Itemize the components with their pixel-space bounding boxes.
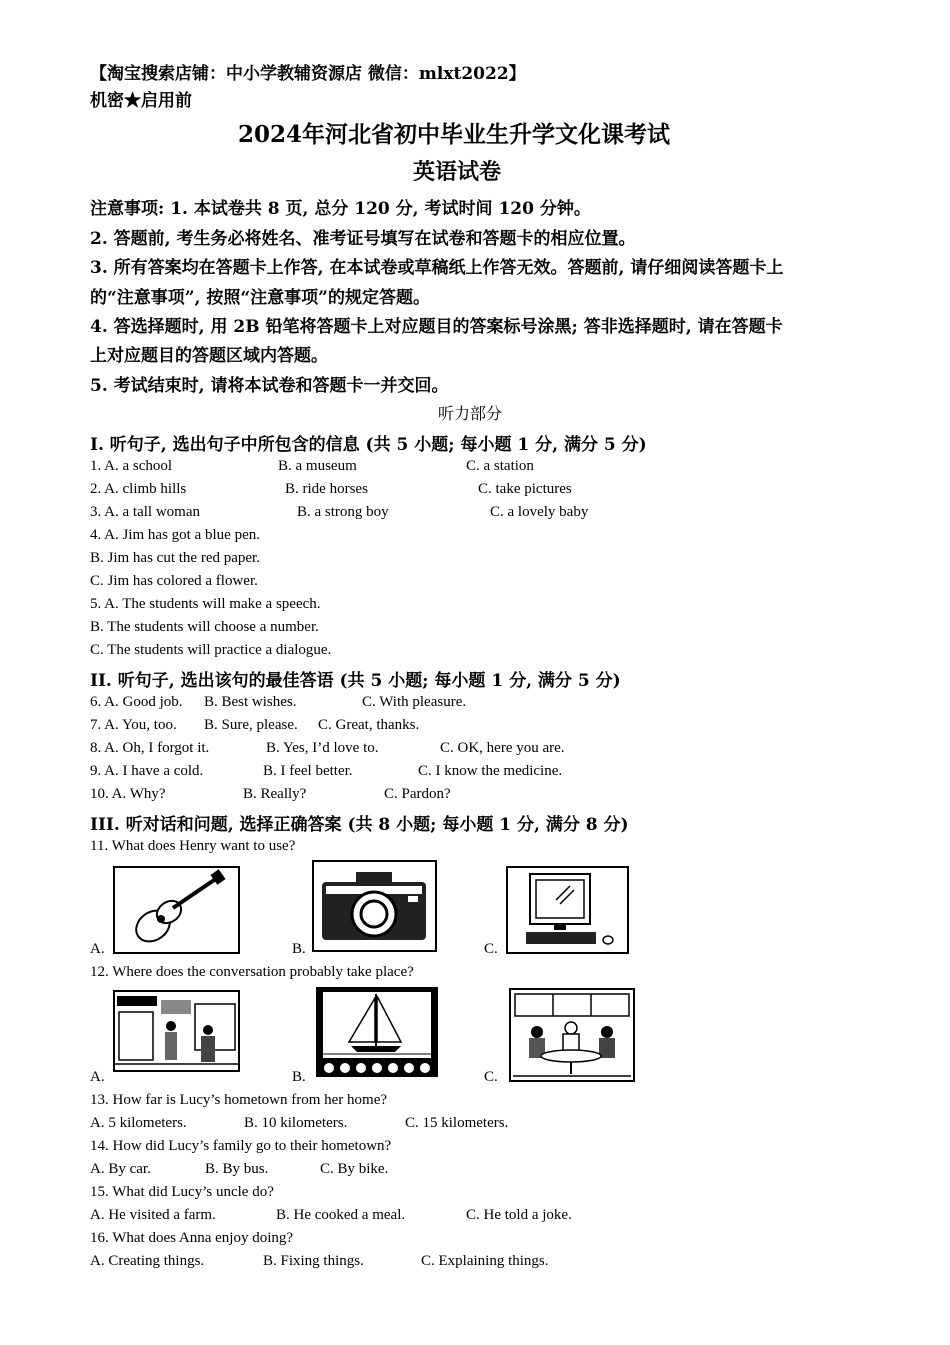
shop-picture	[113, 990, 240, 1072]
q16-option-b: B. Fixing things.	[263, 1253, 364, 1269]
q8-option-b: B. Yes, I’d love to.	[266, 740, 379, 756]
part2-heading: II. 听句子, 选出该句的最佳答语 (共 5 小题; 每小题 1 分, 满分 5 分)	[90, 671, 621, 691]
page-title: 2024年河北省初中毕业生升学文化课考试	[238, 121, 671, 148]
q4-option-c: C. Jim has colored a flower.	[90, 573, 258, 589]
q12-question: 12. Where does the conversation probably take place?	[90, 964, 414, 980]
q10-option-b: B. Really?	[243, 786, 307, 802]
q5-option-a: 5. A. The students will make a speech.	[90, 596, 321, 612]
q4-option-a: 4. A. Jim has got a blue pen.	[90, 527, 260, 543]
q4-option-b: B. Jim has cut the red paper.	[90, 550, 260, 566]
q13-option-a: A. 5 kilometers.	[90, 1115, 187, 1131]
note-4b: 上对应题目的答题区域内答题。	[90, 346, 328, 366]
page-subtitle: 英语试卷	[413, 159, 502, 185]
q13-option-c: C. 15 kilometers.	[405, 1115, 509, 1131]
note-5: 5. 考试结束时, 请将本试卷和答题卡一并交回。	[90, 376, 449, 396]
q11-label-b: B.	[292, 941, 306, 957]
q8-option-a: 8. A. Oh, I forgot it.	[90, 740, 210, 756]
q2-option-c: C. take pictures	[478, 481, 572, 497]
q9-option-c: C. I know the medicine.	[418, 763, 563, 779]
q7-option-b: B. Sure, please.	[204, 717, 298, 733]
q3-option-a: 3. A. a tall woman	[90, 504, 200, 520]
q7-option-a: 7. A. You, too.	[90, 717, 177, 733]
q14-option-c: C. By bike.	[320, 1161, 389, 1177]
note-3b: 的“注意事项”, 按照“注意事项”的规定答题。	[90, 288, 430, 308]
q10-option-c: C. Pardon?	[384, 786, 451, 802]
part3-heading: III. 听对话和问题, 选择正确答案 (共 8 小题; 每小题 1 分, 满分 8 分)	[90, 815, 629, 835]
q15-option-c: C. He told a joke.	[466, 1207, 572, 1223]
restaurant-picture	[509, 988, 635, 1082]
q5-option-b: B. The students will choose a number.	[90, 619, 319, 635]
q6-option-a: 6. A. Good job.	[90, 694, 183, 710]
cinema-picture	[315, 986, 439, 1078]
note-4a: 4. 答选择题时, 用 2B 铅笔将答题卡上对应题目的答案标号涂黑; 答非选择题时, 请在答题卡	[90, 317, 783, 337]
q6-option-b: B. Best wishes.	[204, 694, 297, 710]
q11-question: 11. What does Henry want to use?	[90, 838, 296, 854]
q14-option-b: B. By bus.	[205, 1161, 269, 1177]
listening-title: 听力部分	[438, 404, 503, 423]
q11-label-a: A.	[90, 941, 105, 957]
q10-option-a: 10. A. Why?	[90, 786, 166, 802]
q16-question: 16. What does Anna enjoy doing?	[90, 1230, 294, 1246]
q1-option-b: B. a museum	[278, 458, 357, 474]
note-1: 注意事项: 1. 本试卷共 8 页, 总分 120 分, 考试时间 120 分钟。	[90, 199, 591, 219]
q1-option-c: C. a station	[466, 458, 534, 474]
camera-icon	[312, 860, 437, 952]
q5-option-c: C. The students will practice a dialogue.	[90, 642, 332, 658]
q15-question: 15. What did Lucy’s uncle do?	[90, 1184, 274, 1200]
shop-note: 【淘宝搜索店铺：中小学教辅资源店 微信：mlxt2022】	[90, 64, 526, 84]
q3-option-b: B. a strong boy	[297, 504, 389, 520]
q12-label-c: C.	[484, 1069, 498, 1085]
confidential-mark: 机密★启用前	[90, 91, 192, 111]
q12-label-b: B.	[292, 1069, 306, 1085]
q14-question: 14. How did Lucy’s family go to their hometown?	[90, 1138, 392, 1154]
note-2: 2. 答题前, 考生务必将姓名、准考证号填写在试卷和答题卡的相应位置。	[90, 229, 636, 249]
q11-label-c: C.	[484, 941, 498, 957]
q6-option-c: C. With pleasure.	[362, 694, 467, 710]
q15-option-b: B. He cooked a meal.	[276, 1207, 406, 1223]
q14-option-a: A. By car.	[90, 1161, 151, 1177]
q15-option-a: A. He visited a farm.	[90, 1207, 216, 1223]
q7-option-c: C. Great, thanks.	[318, 717, 420, 733]
q1-option-a: 1. A. a school	[90, 458, 173, 474]
q8-option-c: C. OK, here you are.	[440, 740, 565, 756]
q9-option-a: 9. A. I have a cold.	[90, 763, 204, 779]
note-3a: 3. 所有答案均在答题卡上作答, 在本试卷或草稿纸上作答无效。答题前, 请仔细阅读答题卡上	[90, 258, 784, 278]
q16-option-a: A. Creating things.	[90, 1253, 205, 1269]
q2-option-a: 2. A. climb hills	[90, 481, 187, 497]
q13-option-b: B. 10 kilometers.	[244, 1115, 348, 1131]
q13-question: 13. How far is Lucy’s hometown from her home?	[90, 1092, 388, 1108]
computer-icon	[506, 866, 629, 954]
q12-label-a: A.	[90, 1069, 105, 1085]
q16-option-c: C. Explaining things.	[421, 1253, 549, 1269]
part1-heading: I. 听句子, 选出句子中所包含的信息 (共 5 小题; 每小题 1 分, 满分 5 分)	[90, 435, 647, 455]
guitar-icon	[113, 866, 240, 954]
q3-option-c: C. a lovely baby	[490, 504, 589, 520]
q2-option-b: B. ride horses	[285, 481, 368, 497]
q9-option-b: B. I feel better.	[263, 763, 353, 779]
